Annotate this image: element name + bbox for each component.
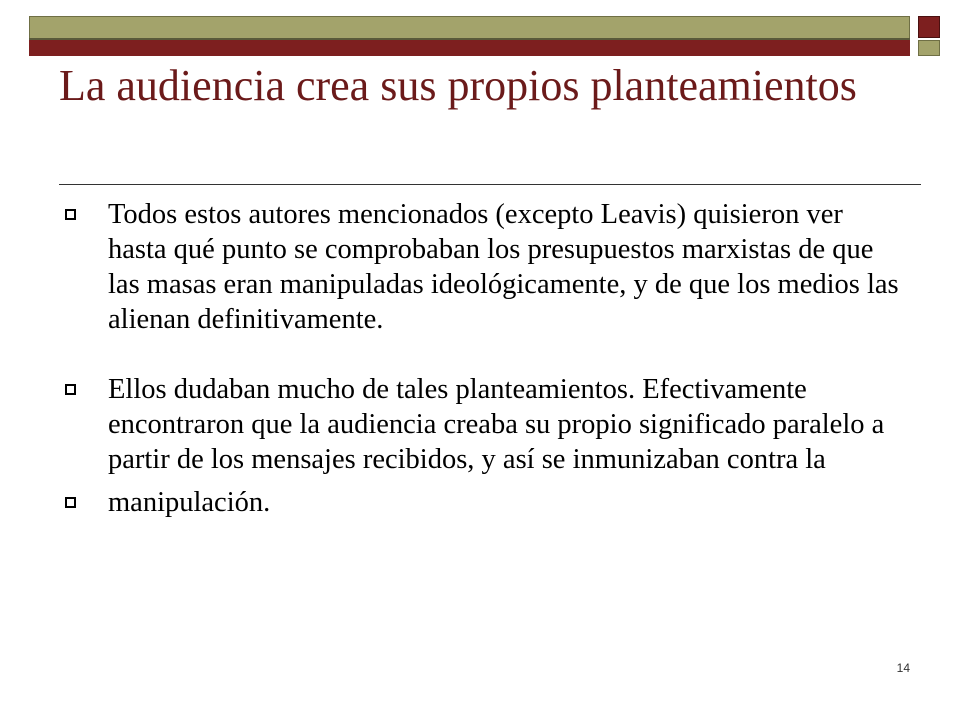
bullet-text: Ellos dudaban mucho de tales planteamientos. Efectivamente encontraron que la audiencia creaba su propio significado paralelo a partir de los mensajes recibidos, y así se inmunizaban contra la <box>108 374 885 475</box>
title-divider <box>59 184 921 185</box>
bullet-item <box>62 485 902 520</box>
header-decor-stripe <box>29 40 910 56</box>
slide-title: La audiencia crea sus propios planteamientos <box>59 61 857 110</box>
hollow-square-bullet-icon <box>65 209 76 220</box>
corner-decor-square-olive <box>918 40 940 56</box>
page-number: 14 <box>896 661 910 675</box>
bullet-list <box>62 197 902 520</box>
hollow-square-bullet-icon <box>65 384 76 395</box>
bullet-text: manipulación. <box>108 487 271 518</box>
bullet-item <box>62 197 902 337</box>
corner-decor-square-red <box>918 16 940 38</box>
bullet-item <box>62 372 902 477</box>
bullet-text: Todos estos autores mencionados (excepto Leavis) quisieron ver hasta qué punto se comprobaban los presupuestos marxistas de que las masas eran manipuladas ideológicamente, y de que los medios las alienan definitivamente. <box>108 199 899 335</box>
hollow-square-bullet-icon <box>65 497 76 508</box>
